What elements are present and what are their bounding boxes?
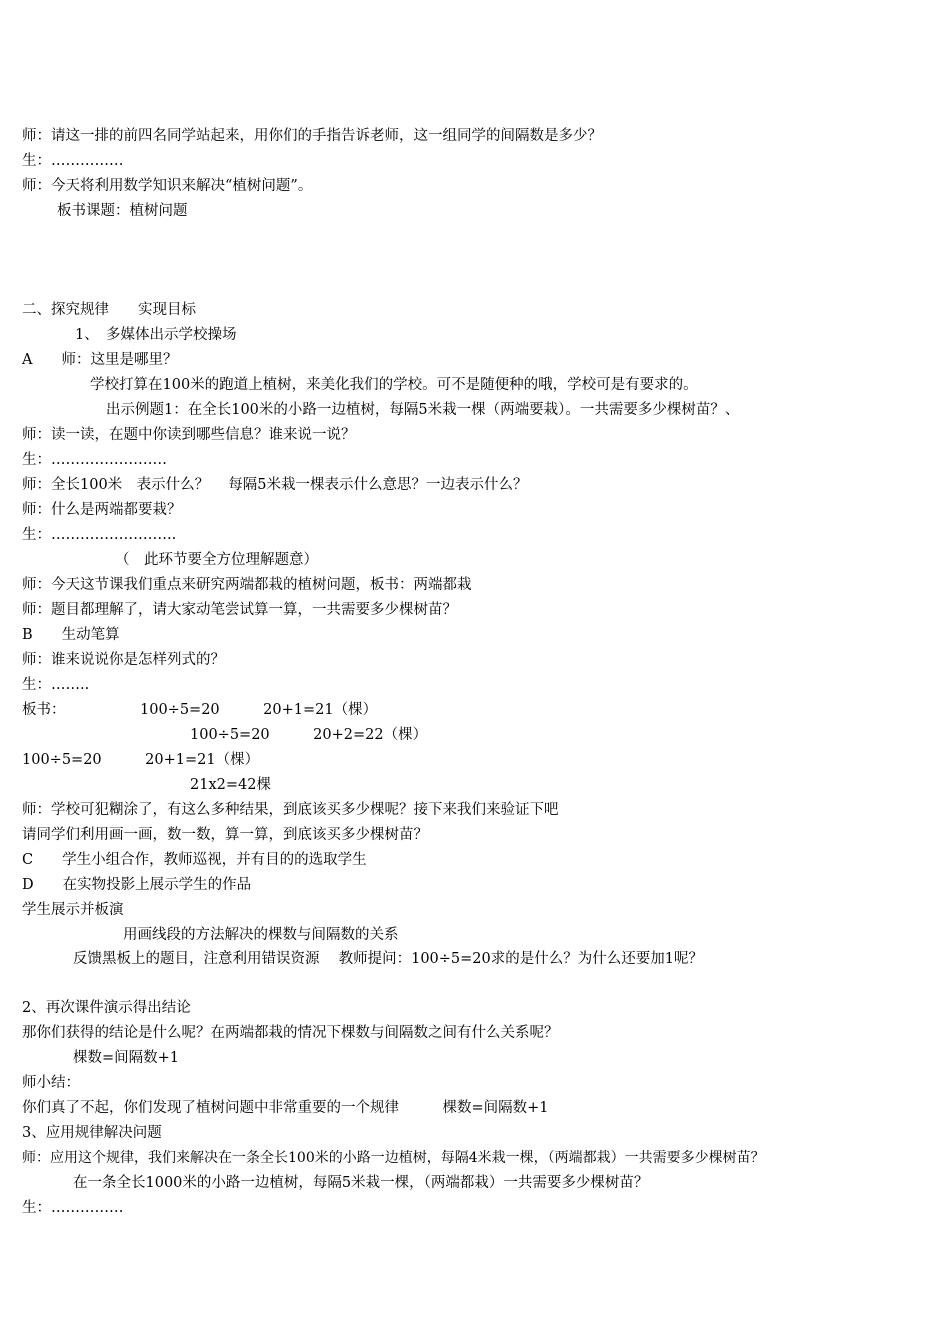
text-line: D 在实物投影上展示学生的作品 bbox=[22, 877, 252, 893]
text-line: 师：今天这节课我们重点来研究两端都栽的植树问题，板书：两端都栽 bbox=[22, 577, 472, 593]
text-line: B 生动笔算 bbox=[22, 627, 120, 643]
section-heading: 二、探究规律 实现目标 bbox=[22, 302, 196, 318]
text-line: 生：…….. bbox=[22, 677, 90, 693]
section-heading: 3、应用规律解决问题 bbox=[22, 1125, 162, 1141]
text-line: 板书： bbox=[22, 702, 66, 718]
text-line: 师：读一读，在题中你读到哪些信息？谁来说一说？ bbox=[22, 427, 356, 443]
text-line: 学生展示并板演 bbox=[22, 902, 124, 918]
text-line: 生：…………… bbox=[22, 153, 124, 169]
text-line: 师：谁来说说你是怎样列式的？ bbox=[22, 652, 225, 668]
text-line: 师：学校可犯糊涂了，有这么多种结果，到底该买多少棵呢？接下来我们来验证下吧 bbox=[22, 802, 559, 818]
text-line: 师：请这一排的前四名同学站起来，用你们的手指告诉老师，这一组同学的间隔数是多少？ bbox=[22, 128, 602, 144]
text-line: 反馈黑板上的题目，注意利用错误资源 教师提问：100÷5=20求的是什么？为什么还要加1呢？ bbox=[73, 951, 703, 967]
text-line: 师：全长100米 表示什么？ 每隔5米栽一棵表示什么意思？一边表示什么？ bbox=[22, 477, 528, 493]
text-line: 师：今天将利用数学知识来解决“植树问题”。 bbox=[22, 178, 313, 194]
text-line: 生：…………… bbox=[22, 1200, 124, 1216]
text-line: 学校打算在100米的跑道上植树，来美化我们的学校。可不是随便种的哦，学校可是有要求的。 bbox=[90, 377, 698, 393]
text-line: 师：题目都理解了，请大家动笔尝试算一算，一共需要多少棵树苗？ bbox=[22, 602, 457, 618]
formula-line: 100÷5=20 20+2=22（棵） bbox=[190, 727, 428, 743]
text-line: 请同学们利用画一画，数一数，算一算，到底该买多少棵树苗？ bbox=[22, 827, 428, 843]
text-line: 用画线段的方法解决的棵数与间隔数的关系 bbox=[123, 927, 399, 943]
formula-line: 100÷5=20 20+1=21（棵） bbox=[140, 702, 378, 718]
text-line: 师：什么是两端都要栽？ bbox=[22, 502, 182, 518]
text-line: 生：…………………….. bbox=[22, 527, 177, 543]
text-line: 出示例题1：在全长100米的小路一边植树，每隔5米栽一棵（两端要栽）。一共需要多少棵树苗？、 bbox=[106, 402, 740, 418]
formula-line: 21x2=42棵 bbox=[190, 777, 271, 793]
section-heading: 2、再次课件演示得出结论 bbox=[22, 1000, 191, 1016]
text-line: 师：应用这个规律，我们来解决在一条全长100米的小路一边植树，每隔4米栽一棵，（两端都栽）一共需要多少棵树苗？ bbox=[22, 1150, 765, 1166]
text-line: C 学生小组合作，教师巡视，并有目的的选取学生 bbox=[22, 852, 367, 868]
text-line: 那你们获得的结论是什么呢？在两端都栽的情况下棵数与间隔数之间有什么关系呢？ bbox=[22, 1025, 559, 1041]
text-line: 1、 多媒体出示学校操场 bbox=[75, 327, 237, 343]
text-line: 你们真了不起，你们发现了植树问题中非常重要的一个规律 棵数=间隔数+1 bbox=[22, 1100, 549, 1116]
formula-line: 棵数=间隔数+1 bbox=[73, 1050, 180, 1066]
text-line: 板书课题：植树问题 bbox=[57, 203, 188, 219]
text-line: 师小结： bbox=[22, 1075, 80, 1091]
formula-line: 100÷5=20 20+1=21（棵） bbox=[22, 752, 260, 768]
text-line: （ 此环节要全方位理解题意） bbox=[115, 552, 318, 568]
text-line: A 师：这里是哪里？ bbox=[22, 352, 178, 368]
text-line: 在一条全长1000米的小路一边植树，每隔5米栽一棵，（两端都栽）一共需要多少棵树苗？ bbox=[73, 1175, 649, 1191]
text-line: 生：…………………… bbox=[22, 452, 167, 468]
